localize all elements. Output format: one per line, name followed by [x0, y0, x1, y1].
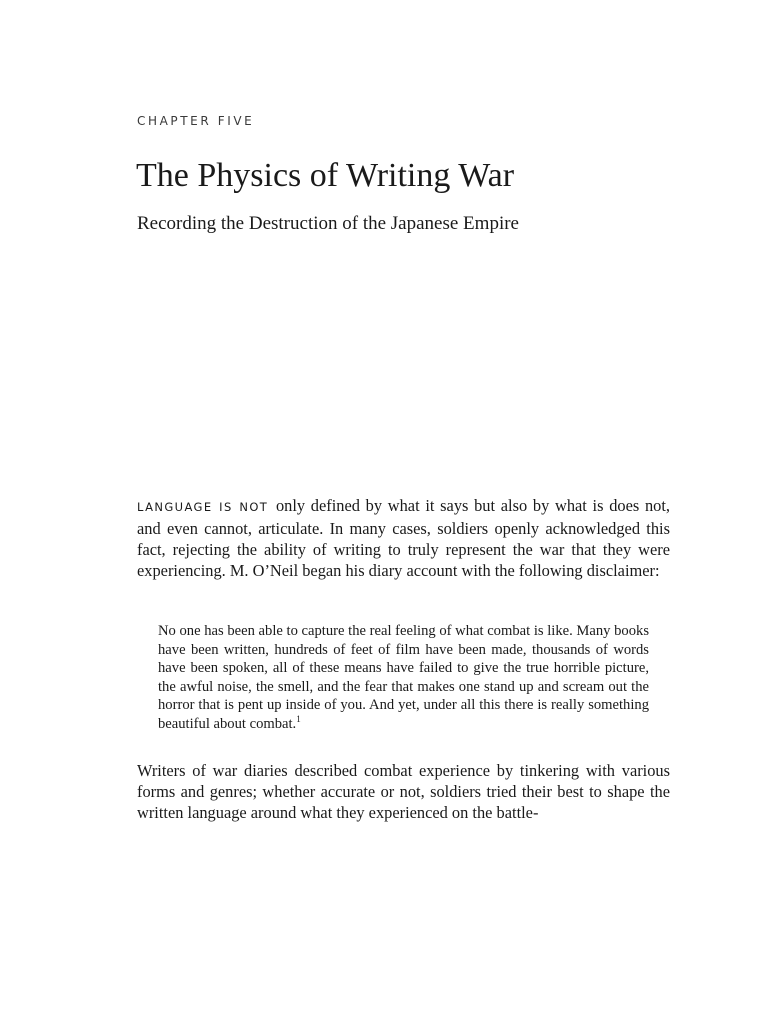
opening-paragraph-text: only defined by what it says but also by what is does not, and even cannot, articulate. In many cases, soldiers openly acknowledged this fact, rejecting the ability of writing to truly represent the war that they were experiencing. M. O’Neil began his diary account with the following disclaimer:	[137, 496, 670, 580]
chapter-title: The Physics of Writing War	[136, 157, 515, 194]
opening-paragraph	[137, 495, 670, 581]
second-paragraph-text: Writers of war diaries described combat experience by tinkering with various forms and genres; whether accurate or not, soldiers tried their best to shape the written language around what they experienced on the battle-	[137, 761, 670, 822]
block-quote-text: No one has been able to capture the real feeling of what combat is like. Many books have been written, hundreds of feet of film have been made, thousands of words have been spoken, all of these means have failed to give the true horrible picture, the awful noise, the smell, and the fear that makes one stand up and scream out the horror that is pent up inside of you. And yet, under all this there is really something beautiful about combat.	[158, 623, 649, 732]
second-paragraph	[137, 760, 670, 823]
paragraph-lead-in: LANGUAGE IS NOT	[137, 500, 269, 514]
chapter-label: CHAPTER FIVE	[137, 114, 255, 128]
diary-block-quote	[158, 622, 649, 734]
chapter-subtitle: Recording the Destruction of the Japanese Empire	[137, 213, 519, 234]
footnote-reference[interactable]: 1	[296, 714, 301, 725]
